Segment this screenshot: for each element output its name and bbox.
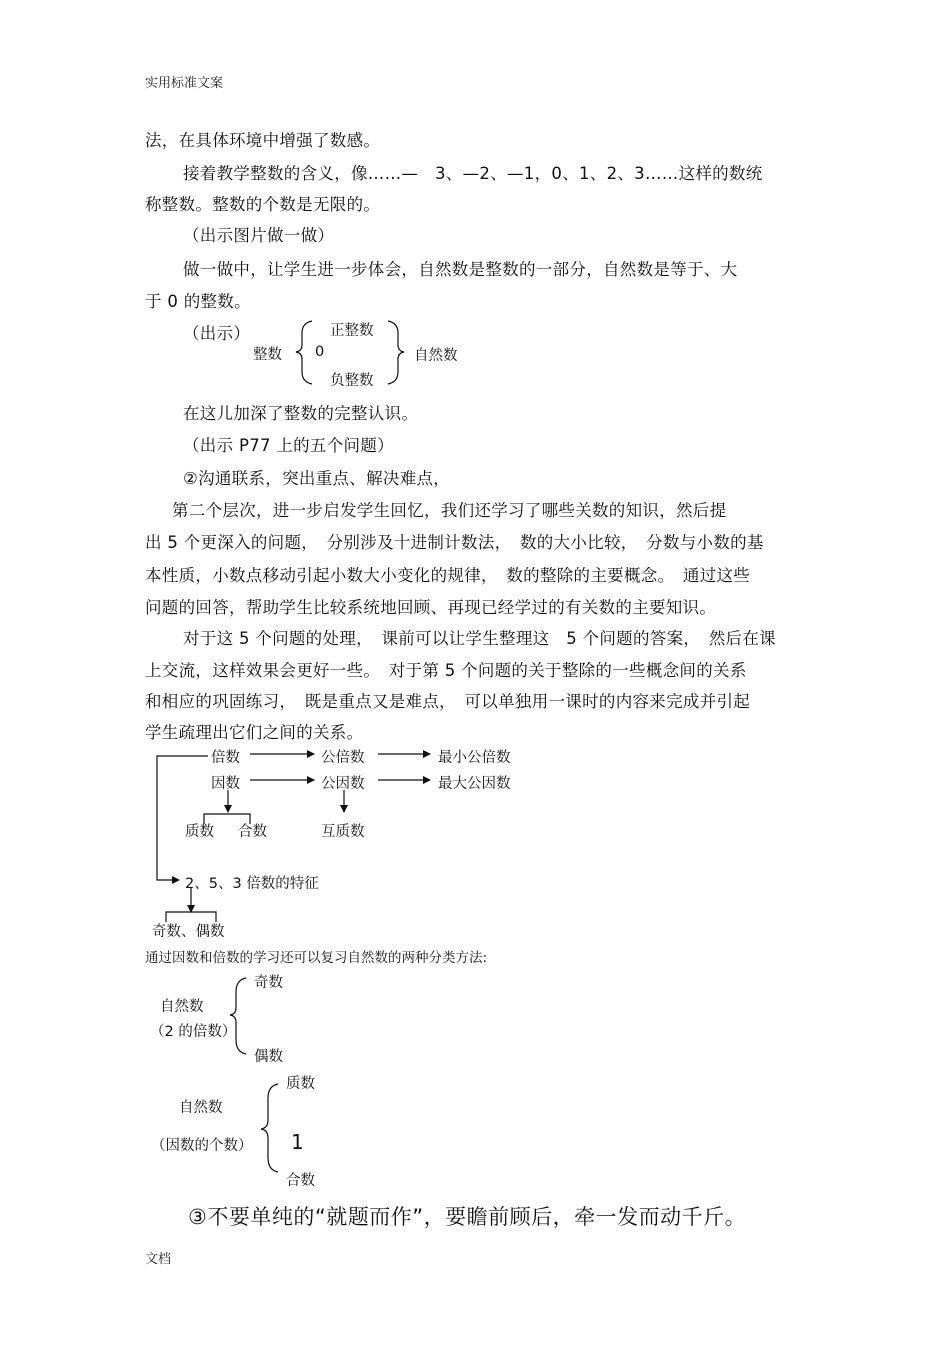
lcm-node: 最小公倍数 [438,750,511,766]
paragraph-line: ②沟通联系，突出重点、解决难点， [183,469,451,488]
integer-label: 整数 [253,347,282,363]
by-two-brace [230,978,246,1054]
gcf-node: 最大公因数 [438,776,511,792]
paragraph-line: 法，在具体环境中增强了数感。 [145,131,381,150]
natural-number-label: 自然数 [414,348,458,364]
paragraph-line: 于 0 的整数。 [145,292,251,311]
odd-label: 奇数 [254,975,283,991]
paragraph-line: 通过因数和倍数的学习还可以复习自然数的两种分类方法: [145,950,488,966]
positive-integer-label: 正整数 [330,323,374,339]
outer-bracket [157,756,208,880]
prime-composite-bracket [204,814,250,824]
one-label: 1 [291,1130,304,1154]
paragraph-line: ③不要单纯的“就题而作”，要瞻前顾后，牵一发而动千斤。 [188,1205,747,1229]
show-label: （出示） [183,324,251,343]
paragraph-line: 接着教学整数的含义，像……— 3、—2、—1，0、1、2、3……这样的数统 [183,164,763,183]
paragraph-line: 问题的回答，帮助学生比较系统地回顾、再现已经学过的有关数的主要知识。 [145,598,717,617]
even-label: 偶数 [254,1049,283,1065]
paragraph-line: 上交流，这样效果会更好一些。 对于第 5 个问题的关于整除的一些概念间的关系 [145,661,747,680]
composite-node: 合数 [238,824,267,840]
odd-even-bracket [166,912,216,922]
paragraph-line: 学生疏理出它们之间的关系。 [145,723,364,742]
prime-label: 质数 [286,1076,315,1092]
right-brace [388,321,404,384]
footer-label: 文档 [145,1252,172,1267]
negative-integer-label: 负整数 [330,373,374,389]
factor-count-label: （因数的个数） [151,1138,253,1154]
header-title: 实用标准文案 [145,76,224,91]
paragraph-line: 和相应的巩固练习， 既是重点又是难点， 可以单独用一课时的内容来完成并引起 [145,692,751,711]
features-node: 2、5、3 倍数的特征 [185,876,319,892]
multiple-node: 倍数 [211,750,240,766]
left-brace [296,321,312,384]
common-multiple-node: 公倍数 [321,750,365,766]
composite-label: 合数 [286,1173,315,1189]
paragraph-line: 本性质，小数点移动引起小数大小变化的规律， 数的整除的主要概念。 通过这些 [145,566,751,585]
paragraph-line: （出示图片做一做） [183,226,335,245]
zero-label: 0 [315,344,325,360]
odd-even-node: 奇数、偶数 [152,924,225,940]
natural-number-label: 自然数 [160,999,204,1015]
by-factors-brace [261,1084,278,1172]
paragraph-line: 在这儿加深了整数的完整认识。 [183,404,419,423]
paragraph-line: 称整数。整数的个数是无限的。 [145,195,381,214]
factor-node: 因数 [211,776,240,792]
paragraph-line: （出示 P77 上的五个问题） [183,436,394,455]
natural-number-label: 自然数 [179,1100,223,1116]
common-factor-node: 公因数 [321,776,365,792]
paragraph-line: 做一做中，让学生进一步体会，自然数是整数的一部分，自然数是等于、大 [183,260,738,279]
paragraph-line: 对于这 5 个问题的处理， 课前可以让学生整理这 5 个问题的答案， 然后在课 [183,629,776,648]
by-two-label: （2 的倍数） [150,1024,237,1040]
coprime-node: 互质数 [321,824,365,840]
prime-node: 质数 [185,824,214,840]
paragraph-line: 出 5 个更深入的问题， 分别涉及十进制计数法， 数的大小比较， 分数与小数的基 [145,533,764,552]
paragraph-line: 第二个层次，进一步启发学生回忆，我们还学习了哪些关数的知识，然后提 [172,501,727,520]
